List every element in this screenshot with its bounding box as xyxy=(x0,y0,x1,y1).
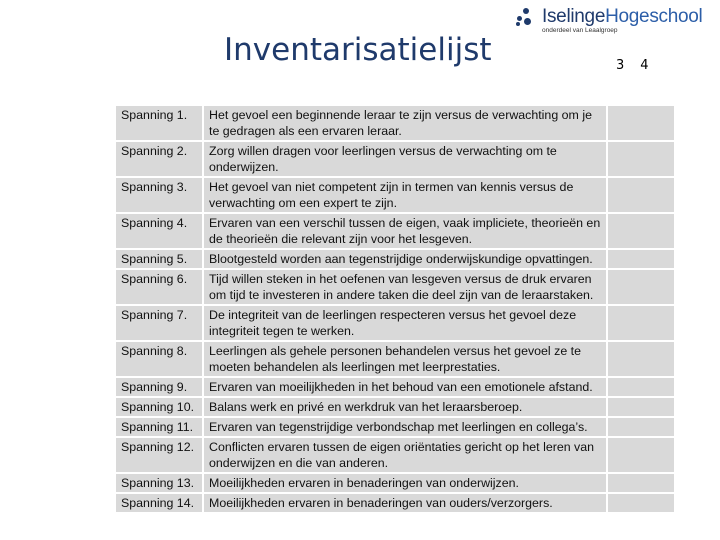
table-row xyxy=(115,305,675,341)
row-score-cell[interactable] xyxy=(607,377,675,397)
row-score-cell[interactable] xyxy=(607,305,675,341)
table-row xyxy=(115,105,675,141)
tension-table-container xyxy=(114,104,674,512)
row-label: Spanning 6. xyxy=(115,269,203,305)
row-score-cell[interactable] xyxy=(607,397,675,417)
row-text: Het gevoel van niet competent zijn in termen van kennis versus de verwachting om een expert te zijn. xyxy=(203,177,607,213)
tension-table-body xyxy=(115,105,675,513)
row-score-cell[interactable] xyxy=(607,493,675,513)
iselinge-logo xyxy=(516,6,702,34)
row-text: Balans werk en privé en werkdruk van het leraarsberoep. xyxy=(203,397,607,417)
row-label: Spanning 2. xyxy=(115,141,203,177)
row-text: Tijd willen steken in het oefenen van lesgeven versus de druk ervaren om tijd te investeren in andere taken die deel zijn van de leraarstaken. xyxy=(203,269,607,305)
table-row xyxy=(115,397,675,417)
row-text: De integriteit van de leerlingen respecteren versus het gevoel deze integriteit tegen te werken. xyxy=(203,305,607,341)
tension-table xyxy=(114,104,676,514)
logo-brand-light: Hogeschool xyxy=(605,6,703,27)
table-row xyxy=(115,341,675,377)
row-text: Blootgesteld worden aan tegenstrijdige onderwijskundige opvattingen. xyxy=(203,249,607,269)
page-number-3: 3 xyxy=(616,58,625,73)
table-row xyxy=(115,213,675,249)
table-row xyxy=(115,269,675,305)
logo-wordmark xyxy=(542,6,702,28)
table-row xyxy=(115,177,675,213)
row-score-cell[interactable] xyxy=(607,213,675,249)
row-label: Spanning 11. xyxy=(115,417,203,437)
logo-main xyxy=(516,6,702,28)
page-number-4: 4 xyxy=(640,58,649,73)
row-label: Spanning 5. xyxy=(115,249,203,269)
table-row xyxy=(115,473,675,493)
page-title: Inventarisatielijst xyxy=(224,32,492,68)
table-row xyxy=(115,141,675,177)
row-score-cell[interactable] xyxy=(607,341,675,377)
table-row xyxy=(115,437,675,473)
row-text: Moeilijkheden ervaren in benaderingen van onderwijzen. xyxy=(203,473,607,493)
row-score-cell[interactable] xyxy=(607,249,675,269)
row-score-cell[interactable] xyxy=(607,141,675,177)
row-label: Spanning 14. xyxy=(115,493,203,513)
logo-subtitle: onderdeel van Leaalgroep xyxy=(542,27,618,34)
row-label: Spanning 12. xyxy=(115,437,203,473)
row-score-cell[interactable] xyxy=(607,473,675,493)
row-label: Spanning 13. xyxy=(115,473,203,493)
row-label: Spanning 8. xyxy=(115,341,203,377)
row-label: Spanning 4. xyxy=(115,213,203,249)
table-row xyxy=(115,377,675,397)
row-label: Spanning 7. xyxy=(115,305,203,341)
row-text: Het gevoel een beginnende leraar te zijn versus de verwachting om je te gedragen als een ervaren leraar. xyxy=(203,105,607,141)
row-score-cell[interactable] xyxy=(607,269,675,305)
row-text: Zorg willen dragen voor leerlingen versus de verwachting om te onderwijzen. xyxy=(203,141,607,177)
page-numbers xyxy=(616,58,649,73)
logo-dots-icon xyxy=(516,8,538,26)
logo-brand-main: Iselinge xyxy=(542,6,606,27)
row-label: Spanning 1. xyxy=(115,105,203,141)
row-text: Ervaren van moeilijkheden in het behoud van een emotionele afstand. xyxy=(203,377,607,397)
table-row xyxy=(115,249,675,269)
row-text: Leerlingen als gehele personen behandelen versus het gevoel ze te moeten behandelen als leerlingen met leerprestaties. xyxy=(203,341,607,377)
row-text: Ervaren van een verschil tussen de eigen, vaak impliciete, theorieën en de theorieën die relevant zijn voor het lesgeven. xyxy=(203,213,607,249)
row-score-cell[interactable] xyxy=(607,105,675,141)
row-text: Moeilijkheden ervaren in benaderingen van ouders/verzorgers. xyxy=(203,493,607,513)
row-text: Conflicten ervaren tussen de eigen oriëntaties gericht op het leren van onderwijzen en die van anderen. xyxy=(203,437,607,473)
row-score-cell[interactable] xyxy=(607,177,675,213)
row-label: Spanning 9. xyxy=(115,377,203,397)
row-score-cell[interactable] xyxy=(607,417,675,437)
table-row xyxy=(115,417,675,437)
row-label: Spanning 3. xyxy=(115,177,203,213)
row-text: Ervaren van tegenstrijdige verbondschap met leerlingen en collega’s. xyxy=(203,417,607,437)
row-label: Spanning 10. xyxy=(115,397,203,417)
table-row xyxy=(115,493,675,513)
row-score-cell[interactable] xyxy=(607,437,675,473)
